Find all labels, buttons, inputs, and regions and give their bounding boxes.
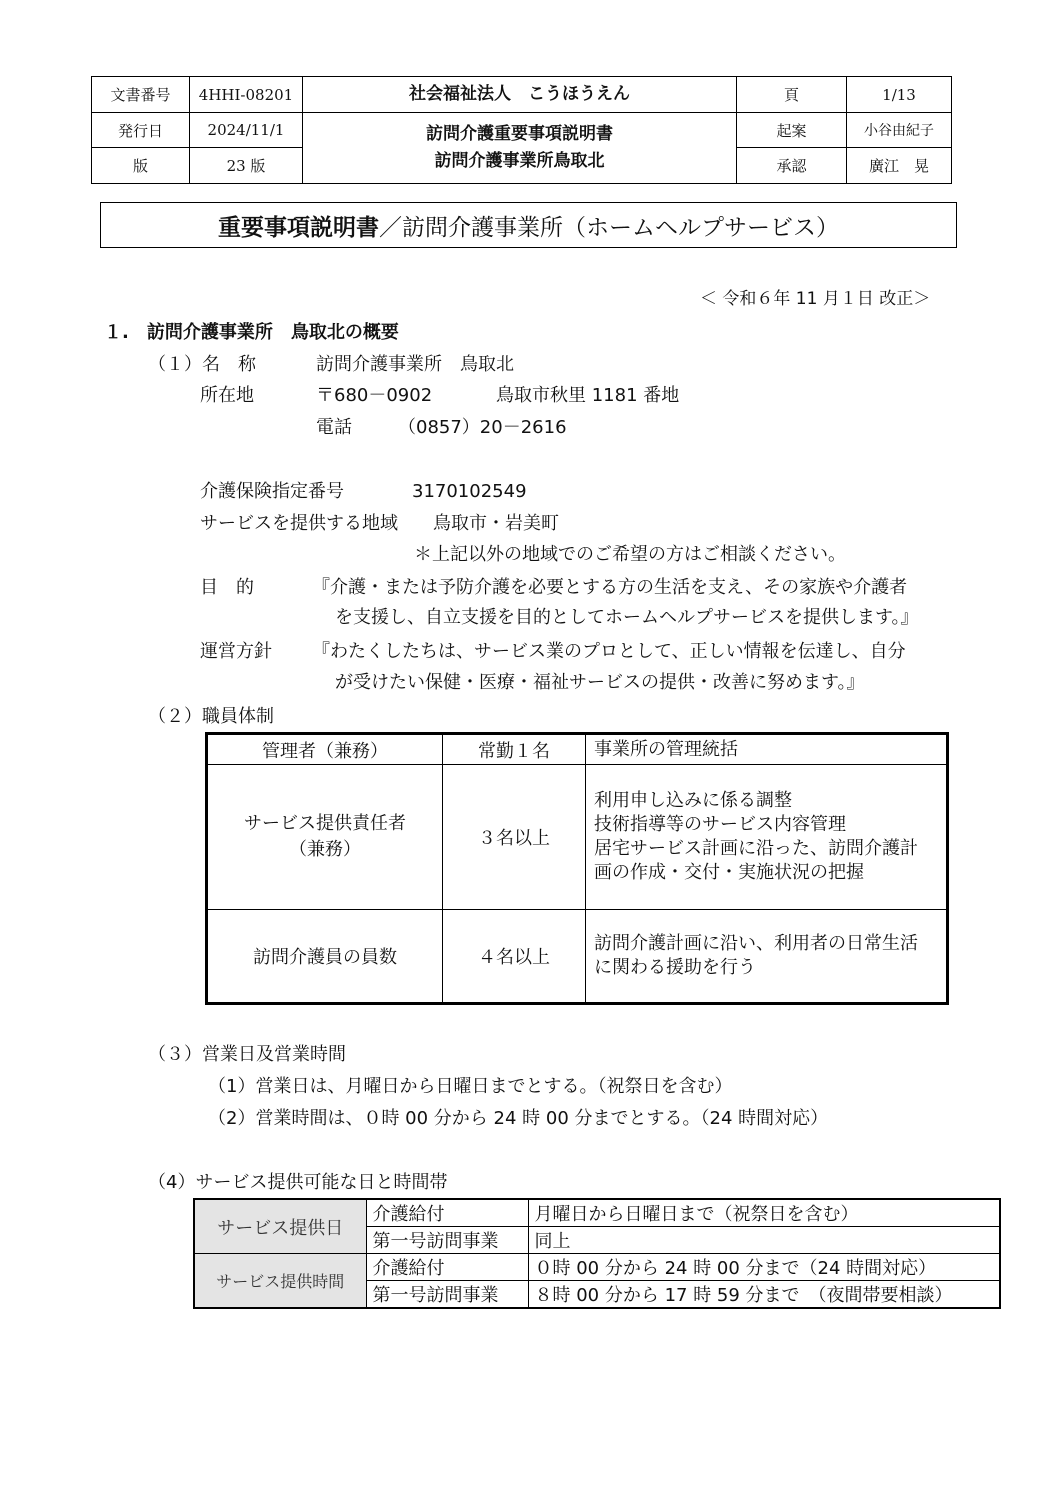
duty-line: 事業所の管理統括 (594, 738, 738, 760)
table-row (194, 1199, 1000, 1227)
postal-code: 〒680－0902 (316, 385, 433, 406)
service-time-label: サービス提供時間 (194, 1254, 366, 1309)
duty-line: 訪問介護計画に沿い、利用者の日常生活 (594, 933, 918, 954)
draft-label: 起案 (737, 113, 847, 148)
section1-heading: １. 訪問介護事業所 鳥取北の概要 (104, 322, 399, 343)
service-heading: （4）サービス提供可能な日と時間帯 (148, 1172, 448, 1193)
staff-role (207, 765, 443, 910)
staff-role: 管理者（兼務） (207, 734, 443, 765)
insurance-label: 介護保険指定番号 (200, 481, 344, 502)
page-title-bold: 重要事項説明書 (218, 214, 379, 241)
page-title-rest: ／訪問介護事業所（ホームヘルプサービス） (379, 214, 839, 241)
table-row (194, 1254, 1000, 1281)
policy-label: 運営方針 (200, 641, 272, 662)
org-name: 社会福祉法人 こうほうえん (303, 77, 737, 113)
duty-line: 画の作成・交付・実施状況の把握 (594, 862, 864, 883)
staff-role: 訪問介護員の員数 (207, 910, 443, 1004)
revision-note: ＜ 令和６年 11 月１日 改正＞ (700, 289, 931, 309)
address-label: 所在地 (200, 385, 254, 406)
page-label: 頁 (737, 77, 847, 113)
staff-duties (586, 734, 948, 765)
duty-line: 技術指導等のサービス内容管理 (594, 814, 846, 835)
table-row (207, 734, 948, 765)
business-days: （1）営業日は、月曜日から日曜日までとする。（祝祭日を含む） (208, 1076, 733, 1097)
page-title (100, 202, 957, 248)
address: 鳥取市秋里 1181 番地 (496, 385, 680, 406)
hours-heading: （３）営業日及営業時間 (148, 1044, 346, 1065)
policy-line1: 『わたくしたちは、サービス業のプロとして、正しい情報を伝達し、自分 (312, 641, 906, 662)
role-line: （兼務） (289, 839, 361, 860)
version-label: 版 (92, 148, 190, 184)
doc-no: 4HHI-08201 (190, 77, 303, 113)
insurance-number: 3170102549 (412, 481, 527, 502)
area-note: ＊上記以外の地域でのご希望の方はご相談ください。 (414, 544, 846, 565)
staff-count: 常勤１名 (443, 734, 586, 765)
issue-date: 2024/11/1 (190, 113, 303, 148)
purpose-label: 目 的 (200, 577, 254, 598)
approve-name: 廣江 晃 (847, 148, 952, 184)
service-value: 月曜日から日曜日まで（祝祭日を含む） (528, 1199, 1000, 1227)
staff-duties (586, 765, 948, 910)
duty-line: に関わる援助を行う (594, 957, 756, 978)
role-line: サービス提供責任者 (244, 813, 406, 834)
service-type: 介護給付 (366, 1254, 528, 1281)
purpose-line2: を支援し、自立支援を目的としてホームヘルプサービスを提供します。』 (335, 607, 919, 628)
staff-duties (586, 910, 948, 1004)
service-value: ８時 00 分から 17 時 59 分まで （夜間帯要相談） (528, 1281, 1000, 1309)
service-type: 第一号訪問事業 (366, 1281, 528, 1309)
draft-name: 小谷由紀子 (847, 113, 952, 148)
document-control-table (91, 76, 952, 184)
staff-heading: （２）職員体制 (148, 706, 274, 727)
doc-title-line1: 訪問介護重要事項説明書 (426, 124, 613, 144)
doc-title-cell (303, 113, 737, 184)
service-type: 第一号訪問事業 (366, 1227, 528, 1254)
name-label: （１）名 称 (148, 354, 256, 375)
table-row (207, 910, 948, 1004)
business-hours: （2）営業時間は、０時 00 分から 24 時 00 分までとする。（24 時間対応） (208, 1108, 829, 1129)
staff-count: ３名以上 (443, 765, 586, 910)
phone-label: 電話 (316, 417, 352, 438)
service-type: 介護給付 (366, 1199, 528, 1227)
staff-count: ４名以上 (443, 910, 586, 1004)
duty-line: 利用申し込みに係る調整 (594, 790, 792, 811)
doc-no-label: 文書番号 (92, 77, 190, 113)
approve-label: 承認 (737, 148, 847, 184)
table-row (207, 765, 948, 910)
doc-title-line2: 訪問介護事業所鳥取北 (434, 151, 605, 171)
office-name: 訪問介護事業所 鳥取北 (316, 354, 514, 375)
page-number: 1/13 (847, 77, 952, 113)
staff-table (205, 732, 949, 1005)
policy-line2: が受けたい保健・医療・福祉サービスの提供・改善に努めます。』 (335, 672, 865, 693)
duty-line: 居宅サービス計画に沿った、訪問介護計 (594, 838, 918, 859)
issue-date-label: 発行日 (92, 113, 190, 148)
service-days-label: サービス提供日 (194, 1199, 366, 1254)
service-value: 同上 (528, 1227, 1000, 1254)
service-table (193, 1198, 1001, 1309)
service-value: ０時 00 分から 24 時 00 分まで（24 時間対応） (528, 1254, 1000, 1281)
phone-number: （0857）20－2616 (398, 417, 567, 438)
version: 23 版 (190, 148, 303, 184)
area-label: サービスを提供する地域 (200, 513, 398, 534)
purpose-line1: 『介護・または予防介護を必要とする方の生活を支え、その家族や介護者 (312, 577, 908, 598)
service-area: 鳥取市・岩美町 (433, 513, 559, 534)
